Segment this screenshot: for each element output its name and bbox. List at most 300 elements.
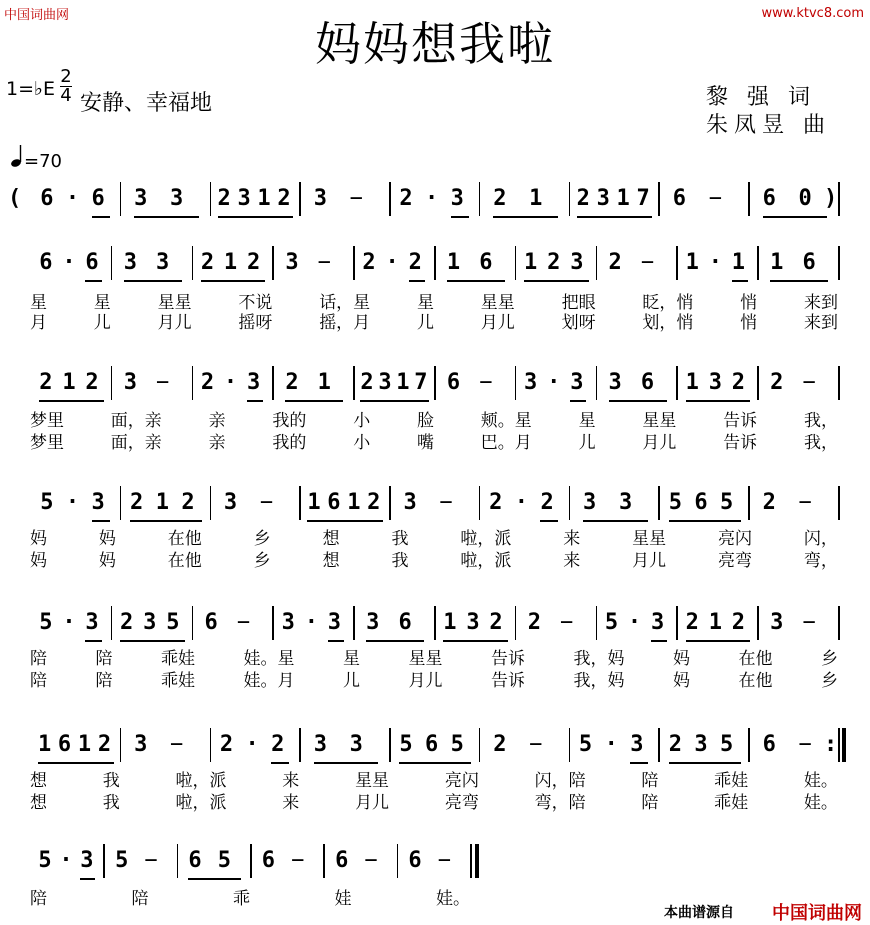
lyric-word: 不说: [238, 293, 273, 313]
barline: [111, 246, 113, 280]
lyricist-credit: 黎 强 词: [706, 85, 816, 110]
barline: [838, 486, 840, 520]
barline: [569, 182, 571, 216]
beam-line: [360, 400, 428, 402]
lyric-word: 星: [30, 293, 47, 313]
dot-mark: ·: [62, 250, 76, 275]
lyric-word: 面，亲: [110, 411, 162, 431]
note-digit: 3: [237, 186, 251, 211]
open-paren: (: [8, 186, 22, 211]
lyric-word: 来: [282, 793, 300, 813]
beam-line: [85, 280, 101, 282]
note-digit: 3: [366, 610, 380, 635]
lyric-word: 啦，派: [175, 771, 227, 791]
note-digit: 3: [694, 732, 708, 757]
note-digit: 2: [399, 186, 413, 211]
lyric-word: 乡: [253, 551, 271, 571]
beam-line: [314, 762, 379, 764]
note-digit: 3: [134, 732, 148, 757]
lyric-word: 亲: [208, 433, 226, 453]
barline: [434, 246, 436, 280]
lyric-word: 妈: [30, 529, 47, 549]
note-digit: 1: [443, 610, 457, 635]
lyric-word: 陪: [641, 793, 659, 813]
barline: [389, 728, 391, 762]
barline: [272, 246, 274, 280]
lyric-word: 我，妈: [573, 671, 625, 691]
lyric-word: 在他: [738, 649, 773, 669]
lyric-word: 眨，悄: [642, 293, 694, 313]
lyric-word: 来到: [803, 293, 838, 313]
lyric-word: 悄: [740, 313, 758, 333]
beam-line: [732, 280, 748, 282]
lyric-word: 星星: [157, 293, 192, 313]
lyric-word: 闪，陪: [534, 771, 586, 791]
lyric-word: 啦，派: [460, 529, 512, 549]
lyric-line: [30, 428, 838, 453]
note-digit: 2: [360, 370, 374, 395]
barline: [111, 606, 113, 640]
lyric-word: 妈: [30, 551, 47, 571]
note-digit: 1: [37, 732, 52, 757]
beam-line: [307, 520, 383, 522]
note-digit: 2: [408, 250, 422, 275]
lyric-word: 在他: [167, 529, 202, 549]
watermark-right: www.ktvc8.com: [761, 6, 864, 21]
lyric-word: 星星: [355, 771, 390, 791]
lyric-word: 星: [578, 411, 596, 431]
lyric-word: 我，: [803, 411, 838, 431]
composer-credit: 朱凤昱 曲: [706, 113, 831, 138]
note-digit: 1: [307, 490, 321, 515]
lyric-word: 星星: [480, 293, 515, 313]
barline-thick: [475, 844, 479, 878]
note-digit: 1: [685, 370, 699, 395]
lyric-word: 星: [343, 649, 360, 669]
note-digit: 1: [529, 186, 543, 211]
note-digit: 2: [85, 370, 99, 395]
dash: −: [802, 370, 816, 395]
lyric-line: [30, 308, 838, 333]
note-digit: 6: [40, 186, 54, 211]
barline: [470, 844, 472, 878]
beam-line: [92, 216, 110, 218]
barline: [676, 606, 678, 640]
barline: [596, 366, 598, 400]
note-digit: 1: [446, 250, 461, 275]
lyric-word: 亮弯: [444, 793, 479, 813]
barline: [838, 246, 840, 280]
lyric-word: 弯，陪: [534, 793, 586, 813]
note-digit: 2: [285, 370, 299, 395]
beam-line: [577, 216, 653, 218]
beam-line: [124, 280, 182, 282]
beam-line: [218, 216, 294, 218]
dash: −: [437, 848, 451, 873]
note-digit: 5: [217, 848, 231, 873]
note-digit: 1: [731, 250, 746, 275]
note-digit: 3: [378, 370, 392, 395]
barline: [120, 486, 122, 520]
dash: −: [364, 848, 378, 873]
lyric-word: 乡: [821, 671, 838, 691]
note-digit: 3: [91, 490, 105, 515]
note-digit: 1: [62, 370, 76, 395]
lyric-word: 儿: [416, 313, 434, 333]
lyric-word: 娃。月: [243, 671, 295, 691]
beam-line: [770, 280, 828, 282]
lyric-word: 小: [353, 433, 371, 453]
beam-line: [686, 400, 751, 402]
beam-line: [451, 216, 469, 218]
barline: [658, 486, 660, 520]
barline: [434, 606, 436, 640]
note-digit: 6: [261, 848, 275, 873]
lyric-word: 巴。月: [480, 433, 532, 453]
lyric-word: 我: [102, 771, 120, 791]
barline: [596, 246, 598, 280]
lyric-word: 亮弯: [718, 551, 753, 571]
note-digit: 2: [685, 610, 699, 635]
lyric-word: 告诉: [491, 671, 525, 691]
note-digit: 5: [115, 848, 129, 873]
lyric-word: 妈: [98, 551, 116, 571]
note-digit: 3: [170, 186, 184, 211]
barline: [676, 246, 678, 280]
note-digit: 6: [327, 490, 341, 515]
beam-line: [399, 762, 471, 764]
barline-thick: [842, 728, 846, 762]
dot-mark: ·: [62, 610, 76, 635]
lyric-word: 陪: [641, 771, 659, 791]
barline: [515, 246, 517, 280]
lyric-word: 星: [93, 293, 111, 313]
barline: [210, 182, 212, 216]
lyric-word: 月儿: [480, 313, 515, 333]
beam-line: [651, 640, 667, 642]
note-digit: 6: [335, 848, 349, 873]
note-digit: 3: [156, 250, 170, 275]
dash: −: [640, 250, 655, 275]
note-digit: 3: [349, 732, 363, 757]
lyric-word: 娃。星: [243, 649, 295, 669]
beam-line: [443, 640, 508, 642]
note-digit: 1: [155, 490, 169, 515]
note-digit: 3: [583, 490, 597, 515]
lyric-word: 小: [353, 411, 371, 431]
lyric-word: 颊。星: [480, 411, 532, 431]
lyric-word: 亮闪: [718, 529, 753, 549]
note-digit: 3: [708, 370, 722, 395]
lyric-word: 面，亲: [110, 433, 162, 453]
note-digit: 2: [367, 490, 381, 515]
barline: [479, 182, 481, 216]
beam-line: [570, 400, 586, 402]
lyric-word: 乖娃: [714, 771, 749, 791]
note-digit: 2: [120, 610, 134, 635]
lyric-line: [30, 788, 838, 813]
barline: [272, 366, 274, 400]
beam-line: [686, 640, 751, 642]
lyric-word: 划，悄: [642, 313, 694, 333]
note-digit: 6: [479, 250, 493, 275]
lyric-word: 告诉: [723, 433, 758, 453]
note-digit: 1: [257, 186, 271, 211]
note-digit: 2: [271, 732, 285, 757]
lyric-word: 我的: [272, 411, 307, 431]
note-digit: 5: [720, 490, 734, 515]
dash: −: [529, 732, 543, 757]
barline: [250, 844, 252, 878]
dash: −: [798, 490, 812, 515]
barline: [748, 486, 750, 520]
note-digit: 2: [608, 250, 622, 275]
note-digit: 2: [217, 186, 231, 211]
barline: [838, 606, 840, 640]
dot-mark: ·: [708, 250, 722, 275]
lyric-word: 来: [282, 771, 300, 791]
lyric-word: 把眼: [561, 293, 596, 313]
barline: [838, 366, 840, 400]
lyric-word: 话，星: [319, 293, 371, 313]
dash: −: [170, 732, 184, 757]
barline: [515, 366, 517, 400]
note-digit: 2: [527, 610, 541, 635]
lyric-line: [30, 884, 470, 909]
barline: [757, 366, 759, 400]
beam-line: [201, 280, 266, 282]
beam-line: [285, 400, 343, 402]
barline: [658, 728, 660, 762]
expression-marking: 安静、幸福地: [80, 91, 213, 116]
note-digit: 3: [247, 370, 261, 395]
note-digit: 3: [630, 732, 644, 757]
note-digit: 2: [731, 370, 746, 395]
barline: [120, 728, 122, 762]
note-digit: 3: [85, 610, 99, 635]
time-signature: 2 4: [60, 66, 72, 106]
barline: [748, 182, 750, 216]
lyric-word: 儿: [93, 313, 111, 333]
note-digit: 2: [200, 250, 215, 275]
lyric-word: 我: [391, 529, 409, 549]
note-digit: 6: [408, 848, 422, 873]
lyric-word: 娃: [334, 889, 352, 909]
barline: [569, 728, 571, 762]
dot-mark: ·: [385, 250, 399, 275]
lyric-word: 月: [30, 313, 47, 333]
lyric-word: 陪: [30, 671, 47, 691]
dot-mark: ·: [304, 610, 318, 635]
dot-mark: ·: [223, 370, 238, 395]
lyric-word: 娃。: [803, 771, 838, 791]
note-digit: 2: [731, 610, 746, 635]
lyric-word: 星星: [408, 649, 443, 669]
dash: −: [317, 250, 331, 275]
barline: [838, 728, 840, 762]
lyric-line: [30, 546, 838, 571]
dash: −: [144, 848, 158, 873]
note-digit: 5: [604, 610, 619, 635]
note-digit: 6: [398, 610, 412, 635]
barline: [397, 844, 399, 878]
dash: −: [708, 186, 722, 211]
dash: −: [479, 370, 493, 395]
note-digit: 2: [668, 732, 682, 757]
barline: [757, 246, 759, 280]
barline: [479, 728, 481, 762]
lyric-word: 乖娃: [161, 671, 195, 691]
lyric-word: 乡: [821, 649, 838, 669]
note-digit: 2: [540, 490, 554, 515]
repeat-dots: :: [824, 732, 838, 757]
beam-line: [409, 280, 425, 282]
lyric-word: 想: [322, 551, 340, 571]
lyric-word: 陪: [131, 889, 149, 909]
note-digit: 5: [38, 848, 52, 873]
note-digit: 5: [399, 732, 413, 757]
note-digit: 2: [130, 490, 144, 515]
barline: [299, 182, 301, 216]
barline: [192, 366, 194, 400]
footer-source-label: 本曲谱源自: [664, 905, 734, 921]
lyric-word: 我，: [803, 433, 838, 453]
note-digit: 1: [317, 370, 331, 395]
beam-line: [763, 216, 828, 218]
lyric-word: 想: [322, 529, 340, 549]
note-digit: 3: [524, 370, 538, 395]
lyric-word: 悄: [740, 293, 758, 313]
lyric-word: 月儿: [632, 551, 667, 571]
note-digit: 3: [285, 250, 299, 275]
note-digit: 3: [570, 250, 584, 275]
lyric-word: 乖: [233, 889, 250, 909]
lyric-word: 啦，派: [460, 551, 512, 571]
dash: −: [802, 610, 816, 635]
dot-mark: ·: [65, 186, 80, 211]
note-digit: 2: [277, 186, 291, 211]
note-digit: 1: [77, 732, 92, 757]
beam-line: [366, 640, 424, 642]
barline: [353, 366, 355, 400]
barline: [323, 844, 325, 878]
dot-mark: ·: [59, 848, 73, 873]
note-digit: 3: [313, 732, 327, 757]
lyric-word: 想: [30, 771, 47, 791]
note-digit: 3: [570, 370, 584, 395]
barline: [210, 486, 212, 520]
lyric-word: 我: [391, 551, 409, 571]
lyric-word: 我的: [272, 433, 307, 453]
lyric-word: 在他: [738, 671, 773, 691]
barline: [757, 606, 759, 640]
note-digit: 3: [123, 250, 137, 275]
lyric-word: 妈: [98, 529, 116, 549]
note-digit: 2: [489, 490, 503, 515]
barline: [748, 728, 750, 762]
beam-line: [247, 400, 263, 402]
lyric-word: 月儿: [408, 671, 443, 691]
dot-mark: ·: [425, 186, 439, 211]
note-digit: 2: [181, 490, 195, 515]
dash: −: [259, 490, 274, 515]
note-digit: 5: [39, 610, 53, 635]
note-digit: 3: [618, 490, 633, 515]
note-digit: 3: [450, 186, 464, 211]
lyric-word: 脸: [416, 411, 434, 431]
note-digit: 6: [802, 250, 816, 275]
tempo-marking: =70: [10, 144, 62, 172]
barline: [596, 606, 598, 640]
barline: [177, 844, 179, 878]
beam-line: [38, 762, 114, 764]
lyric-word: 星: [416, 293, 434, 313]
note-digit: 6: [188, 848, 202, 873]
dash: −: [156, 370, 170, 395]
lyric-word: 摇，月: [319, 313, 371, 333]
note-digit: 1: [396, 370, 410, 395]
note-digit: 6: [446, 370, 461, 395]
dot-mark: ·: [514, 490, 529, 515]
lyric-word: 陪: [95, 671, 113, 691]
key-signature: 1=♭E: [6, 78, 55, 100]
note-digit: 2: [493, 186, 507, 211]
dash: −: [560, 610, 574, 635]
barline: [353, 606, 355, 640]
barline: [479, 486, 481, 520]
barline: [299, 486, 301, 520]
beam-line: [271, 762, 289, 764]
close-paren: ): [824, 186, 838, 211]
note-digit: 5: [578, 732, 593, 757]
lyric-line: [30, 666, 838, 691]
beam-line: [630, 762, 648, 764]
dot-mark: ·: [604, 732, 618, 757]
lyric-word: 月儿: [355, 793, 390, 813]
lyric-word: 弯，: [803, 551, 838, 571]
note-digit: 5: [166, 610, 180, 635]
lyric-word: 儿: [578, 433, 596, 453]
lyric-word: 梦里: [30, 411, 64, 431]
beam-line: [524, 280, 589, 282]
lyric-word: 我，妈: [573, 649, 625, 669]
barline: [389, 182, 391, 216]
lyric-word: 在他: [167, 551, 202, 571]
lyric-word: 摇呀: [238, 313, 273, 333]
barline: [353, 246, 355, 280]
note-digit: 2: [489, 610, 503, 635]
barline: [111, 366, 113, 400]
lyric-word: 乡: [253, 529, 271, 549]
lyric-word: 亮闪: [444, 771, 479, 791]
note-digit: 5: [40, 490, 54, 515]
dash: −: [439, 490, 453, 515]
footer-site-name[interactable]: 中国词曲网: [772, 903, 862, 924]
note-digit: 2: [247, 250, 261, 275]
note-digit: 0: [798, 186, 812, 211]
note-digit: 6: [640, 370, 655, 395]
dash: −: [798, 732, 812, 757]
beam-line: [493, 216, 558, 218]
lyric-word: 妈: [673, 671, 690, 691]
lyric-word: 我: [102, 793, 120, 813]
dot-mark: ·: [627, 610, 642, 635]
note-digit: 3: [770, 610, 784, 635]
note-digit: 2: [200, 370, 215, 395]
barline: [192, 606, 194, 640]
note-digit: 1: [616, 186, 630, 211]
note-digit: 6: [694, 490, 708, 515]
